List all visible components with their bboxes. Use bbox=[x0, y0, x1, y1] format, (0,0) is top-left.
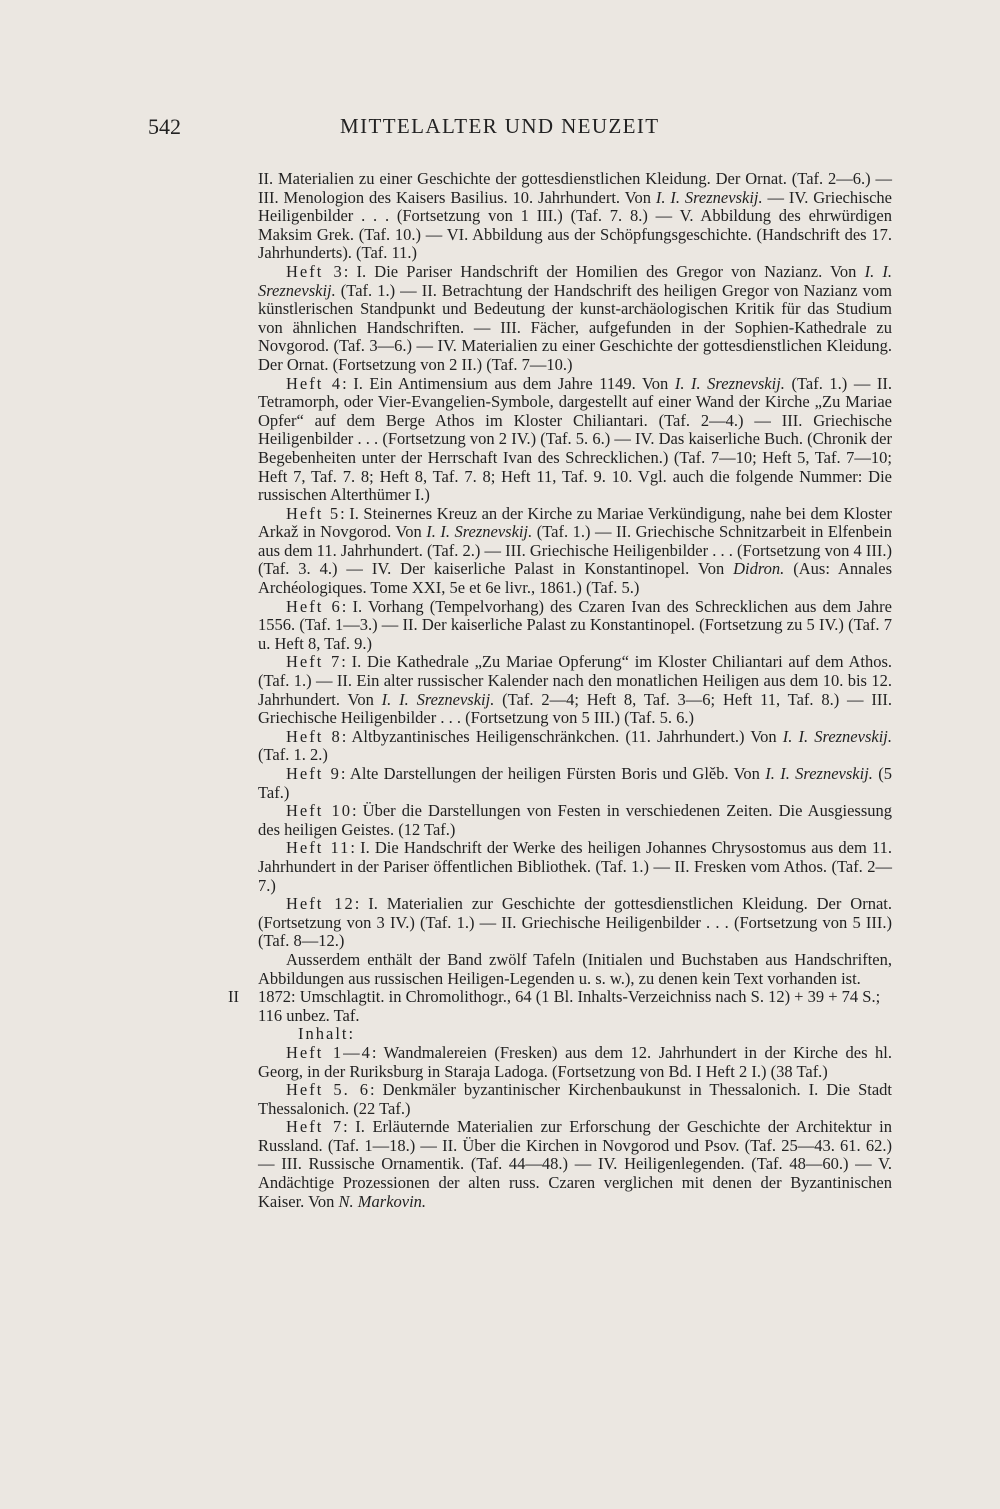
entry-text: (Taf. 1.) — II. Griechische Schnitzarbeit in Elfenbein aus dem 11. Jahrhundert. (Taf. 2.) — III. Griechische Heiligenbilder . . . (Fortsetzung von 4 III.) (Taf. 3. 4.) — IV. Der kaiserliche Palast in Konstantinopel. Von bbox=[258, 522, 893, 579]
author-name: I. I. Sreznevskij. bbox=[381, 689, 495, 709]
volume-ii-marker: II bbox=[228, 987, 239, 1007]
entry-paragraph bbox=[258, 1118, 892, 1211]
entry-paragraph bbox=[258, 802, 892, 839]
entry-paragraph bbox=[258, 653, 892, 727]
author-name: I. I. Sreznevskij. bbox=[765, 764, 873, 783]
entry-text: : I. Erläuternde Materialien zur Erforschung der Geschichte der Architektur in Russland. (Taf. 1—18.) — II. Über die Kirchen in Novgorod und Psov. (Taf. 25—43. 61. 62.) — III. Russische Ornamentik. (Taf. 44—48.) — IV. Heiligenlegenden. (Taf. 48—60.) — V. Andächtige Prozessionen der alten russ. Czaren verglichen mit denen der Byzantinischen Kaiser. Von bbox=[258, 1117, 892, 1211]
entry-text: II. Materialien zu einer Geschichte der gottesdienstlichen Kleidung. Der Ornat. (Taf. 2—6.) — III. Menologion des Kaisers Basilius. 10. Jahrhundert. Von bbox=[258, 169, 892, 207]
entry-text: : Altbyzantinisches Heiligenschränkchen. (11. Jahrhundert.) Von bbox=[341, 726, 783, 746]
entry-paragraph bbox=[258, 375, 892, 505]
heft-label: Heft 12 bbox=[286, 894, 355, 914]
heft-label: Heft 7 bbox=[286, 1117, 344, 1137]
author-name: Didron. bbox=[733, 559, 785, 579]
entry-text: — IV. Griechische Heiligenbilder . . . (Fortsetzung von 1 III.) (Taf. 7. 8.) — V. Abbildung des ehrwürdigen Maksim Grek. (Taf. 10.) — VI. Abbildung aus der Schöpfungsgeschichte. (Handschrift des 17. Jahrhunderts). (Taf. 11.) bbox=[258, 187, 893, 263]
entry-text: : I. Die Handschrift der Werke des heiligen Johannes Chrysostomus aus dem 11. Jahrhundert in der Pariser öffentlichen Bibliothek. (Taf. 1.) — II. Fresken vom Athos. (Taf. 2—7.) bbox=[258, 838, 892, 895]
entry-text: (Taf. 1. 2.) bbox=[258, 745, 328, 765]
volume-ii-section bbox=[258, 1044, 892, 1211]
author-name: I. I. Sreznevskij. bbox=[674, 373, 785, 393]
page-number: 542 bbox=[148, 114, 181, 139]
entry-text: : Denkmäler byzantinischer Kirchenbaukunst in Thessalonich. I. Die Stadt Thessalonich. (22 Taf.) bbox=[258, 1080, 892, 1118]
entry-paragraph bbox=[258, 263, 892, 375]
entry-text: : I. Die Kathedrale „Zu Mariae Opferung“ im Kloster Chiliantari auf dem Athos. (Taf. 1.) — II. Ein alter russischer Kalender nach den monatlichen Heiligen aus dem 10. bis 12. Jahrhundert. Von bbox=[258, 652, 892, 709]
entry-paragraph bbox=[258, 895, 892, 951]
author-name: I. I. Sreznevskij. bbox=[782, 726, 892, 746]
entry-paragraph bbox=[258, 505, 892, 598]
entry-text: : I. Vorhang (Tempelvorhang) des Czaren Ivan des Schrecklichen aus dem Jahre 1556. (Taf. 1—3.) — II. Der kaiserliche Palast zu Konstantinopel. (Fortsetzung zu 5 IV.) (Taf. 7 u. Heft 8, Taf. 9.) bbox=[258, 596, 892, 653]
entry-text: : I. Materialien zur Geschichte der gottesdienstlichen Kleidung. Der Ornat. (Fortsetzung von 3 IV.) (Taf. 1.) — II. Griechische Heiligenbilder . . . (Fortsetzung von 5 III.) (Taf. 8—12.) bbox=[258, 894, 892, 951]
heft-label: Heft 1—4 bbox=[286, 1042, 372, 1062]
author-name: I. I. Sreznevskij. bbox=[426, 522, 533, 542]
entry-text: (Taf. 1.) — II. Betrachtung der Handschrift des heiligen Gregor von Nazianz vom künstlerischen Standpunkt und Bedeutung der kunst-archäologischen Kritik für das Studium von ähnlichen Handschriften. — III. Fächer, aufgefunden in der Sophien-Kathedrale zu Novgorod. (Taf. 3—6.) — IV. Materialien zu einer Geschichte der gottesdienstlichen Kleidung. Der Ornat. (Fortsetzung von 2 II.) (Taf. 7—10.) bbox=[258, 280, 892, 374]
entry-text: : I. Steinernes Kreuz an der Kirche zu Mariae Verkündigung, nahe bei dem Kloster Arkaž in Novgorod. Von bbox=[258, 503, 892, 542]
entry-text: (Taf. 2—4; Heft 8, Taf. 3—6; Heft 11, Taf. 8.) — III. Griechische Heiligenbilder . . . (Fortsetzung von 5 III.) (Taf. 5. 6.) bbox=[258, 689, 892, 728]
heft-label: Heft 6 bbox=[286, 596, 342, 616]
entry-text: : I. Die Pariser Handschrift der Homilien des Gregor von Nazianz. Von bbox=[343, 261, 865, 281]
heft-label: Heft 5. 6 bbox=[286, 1080, 370, 1100]
author-name: I. I. Sreznevskij. bbox=[655, 187, 763, 207]
author-name: I. I. Sreznevskij. bbox=[258, 261, 892, 300]
entry-text: : Alte Darstellungen der heiligen Fürsten Boris und Glěb. Von bbox=[340, 764, 766, 783]
volume-ii-heading: 1872: Umschlagtit. in Chromolithogr., 64 (1 Bl. Inhalts-Verzeichniss nach S. 12) + 39 + 74 S.; 116 unbez. Taf. bbox=[258, 987, 881, 1025]
heft-label: Heft 9 bbox=[286, 764, 341, 783]
heft-label: Heft 11 bbox=[286, 838, 351, 858]
entry-text: : I. Ein Antimensium aus dem Jahre 1149. Von bbox=[342, 373, 675, 393]
entry-paragraph bbox=[258, 170, 892, 263]
main-text bbox=[228, 169, 893, 1211]
inhalt-label: Inhalt: bbox=[298, 1024, 356, 1044]
entry-text: Ausserdem enthält der Band zwölf Tafeln (Initialen und Buchstaben aus Handschriften, Abbildungen aus russischen Heiligen-Legenden u. s. w.), zu denen kein Text vorhanden ist. bbox=[258, 949, 892, 988]
heft-label: Heft 3 bbox=[286, 261, 344, 281]
entry-text: (Taf. 1.) — II. Tetramorph, oder Vier-Evangelien-Symbole, dargestellt auf einer Wand der Kirche „Zu Mariae Opfer“ auf dem Berge Athos im Kloster Chiliantari. (Taf. 2—4.) — III. Griechische Heiligenbilder . . . (Fortsetzung von 2 IV.) (Taf. 5. 6.) — IV. Das kaiserliche Buch. (Chronik der Begebenheiten unter der Herrschaft Ivan des Schrecklichen.) (Taf. 7—10; Heft 5, Taf. 7—10; Heft 7, Taf. 7. 8; Heft 8, Taf. 7. 8; Heft 11, Taf. 9. 10. Vgl. auch die folgende Nummer: Die russischen Alterthümer I.) bbox=[258, 373, 892, 505]
author-name: N. Markovin. bbox=[338, 1191, 427, 1211]
entry-paragraph bbox=[258, 951, 892, 988]
entry-text: : Über die Darstellungen von Festen in verschiedenen Zeiten. Die Ausgiessung des heiligen Geistes. (12 Taf.) bbox=[258, 801, 892, 839]
entry-paragraph bbox=[258, 728, 892, 765]
entry-paragraph bbox=[258, 1044, 892, 1081]
running-title: MITTELALTER UND NEUZEIT bbox=[340, 114, 660, 138]
heft-label: Heft 10 bbox=[286, 801, 352, 821]
entry-paragraph bbox=[258, 1081, 892, 1118]
entry-text: (Aus: Annales Archéologiques. Tome XXI, 5e et 6e livr., 1861.) (Taf. 5.) bbox=[258, 559, 892, 598]
entry-paragraph bbox=[258, 598, 892, 654]
entry-paragraph bbox=[258, 839, 892, 895]
volume-ii-entry bbox=[228, 987, 892, 1025]
heft-label: Heft 8 bbox=[286, 726, 342, 746]
volume-i-section bbox=[258, 170, 892, 988]
heft-label: Heft 5 bbox=[286, 503, 341, 523]
entry-paragraph bbox=[258, 765, 892, 802]
heft-label: Heft 7 bbox=[286, 652, 342, 672]
entry-text: : Wandmalereien (Fresken) aus dem 12. Jahrhundert in der Kirche des hl. Georg, in der Ruriksburg in Staraja Ladoga. (Fortsetzung von Bd. I Heft 2 I.) (38 Taf.) bbox=[258, 1042, 892, 1081]
entry-text: (5 Taf.) bbox=[258, 764, 892, 802]
heft-label: Heft 4 bbox=[286, 373, 343, 393]
